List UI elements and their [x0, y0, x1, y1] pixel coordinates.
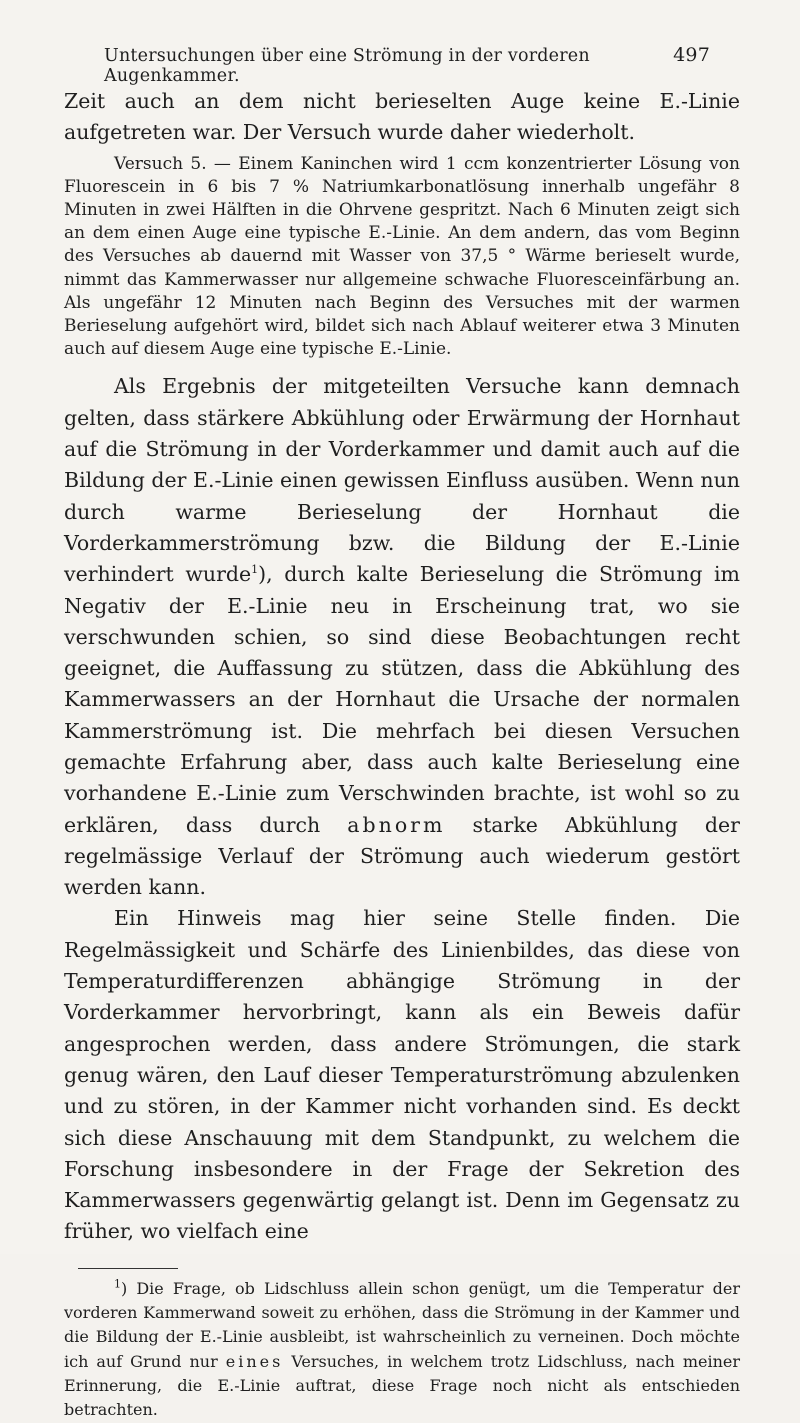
paragraph-4: Ein Hinweis mag hier seine Stelle finden. Die Regelmässigkeit und Schärfe des Linienbildes, das diese von Temperaturdifferenzen abhängige Strömung in der Vorderkammer hervorbringt, kann als ein Beweis dafür angesprochen werden, dass andere Strömungen, die stark genug wären, den Lauf dieser Temperaturströmung abzulenken und zu stören, in der Kammer nicht vorhanden sind. Es deckt sich diese Anschauung mit dem Standpunkt, zu welchem die Forschung insbesondere in der Frage der Sekretion des Kammerwassers gegenwärtig gelangt ist. Denn im Gegensatz zu früher, wo vielfach eine: [64, 906, 740, 1244]
footnote-divider: [78, 1268, 178, 1269]
spaced-emphasis: abnorm: [347, 812, 446, 837]
footnote-spaced-emphasis: eines: [225, 1351, 284, 1371]
running-title: Untersuchungen über eine Strömung in der vorderen Augenkammer.: [104, 46, 590, 86]
paragraph-3-part-b: ), durch kalte Berieselung die Strömung im Negativ der E.-Linie neu in Erscheinung trat, wo sie verschwunden schien, so sind diese Beobachtungen recht geeignet, die Auffassung zu stützen, dass die Abkühlung des Kammerwassers an der Hornhaut die Ursache der normalen Kammerströmung ist. Die mehrfach bei diesen Versuchen gemachte Erfahrung aber, dass auch kalte Berieselung eine vorhandene E.-Linie zum Verschwinden brachte, ist wohl so zu erklären, dass durch: [64, 562, 740, 837]
running-header: [104, 44, 710, 86]
paragraph-3-part-c: starke Abkühlung der regelmässige Verlauf der Strömung auch wiederum gestört werden kann.: [64, 812, 740, 900]
paragraph-1: Zeit auch an dem nicht berieselten Auge keine E.-Linie aufgetreten war. Der Versuch wurde daher wiederholt.: [64, 89, 740, 145]
paragraph-experiment-5: Versuch 5. — Einem Kaninchen wird 1 ccm konzentrierter Lösung von Fluorescein in 6 bis 7 % Natriumkarbonatlösung innerhalb ungefähr 8 Minuten in zwei Hälften in die Ohrvene gespritzt. Nach 6 Minuten zeigt sich an dem einen Auge eine typische E.-Linie. An dem andern, das vom Beginn des Versuches ab dauernd mit Wasser von 37,5 ° Wärme berieselt wurde, nimmt das Kammerwasser nur allgemeine schwache Fluoresceinfärbung an. Als ungefähr 12 Minuten nach Beginn des Versuches mit der warmen Berieselung aufgehört wird, bildet sich nach Ablauf weiterer etwa 3 Minuten auch auf diesem Auge eine typische E.-Linie.: [64, 153, 740, 360]
footnote: [64, 1277, 740, 1423]
footnote-reference[interactable]: 1: [251, 563, 259, 577]
footnote-marker: 1: [114, 1277, 121, 1291]
page-number: 497: [673, 44, 710, 66]
paragraph-3: [64, 371, 740, 903]
main-text: [64, 86, 740, 1423]
footnote-text-a: ) Die Frage, ob Lidschluss allein schon genügt, um die Temperatur der vorderen Kammerwand soweit zu erhöhen, dass die Strömung in der Kammer und die Bildung der E.-Linie ausbleibt, ist wahrscheinlich zu verneinen. Doch möchte ich auf Grund nur: [64, 1278, 740, 1371]
footnote-text-b: Versuches, in welchem trotz Lidschluss, nach meiner Erinnerung, die E.-Linie auftrat, diese Frage noch nicht als entschieden betrachten.: [64, 1351, 740, 1420]
paragraph-3-part-a: Als Ergebnis der mitgeteilten Versuche kann demnach gelten, dass stärkere Abkühlung oder Erwärmung der Hornhaut auf die Strömung in der Vorderkammer und damit auch auf die Bildung der E.-Linie einen gewissen Einfluss ausüben. Wenn nun durch warme Berieselung der Hornhaut die Vorderkammerströmung bzw. die Bildung der E.-Linie verhindert wurde: [64, 374, 740, 587]
